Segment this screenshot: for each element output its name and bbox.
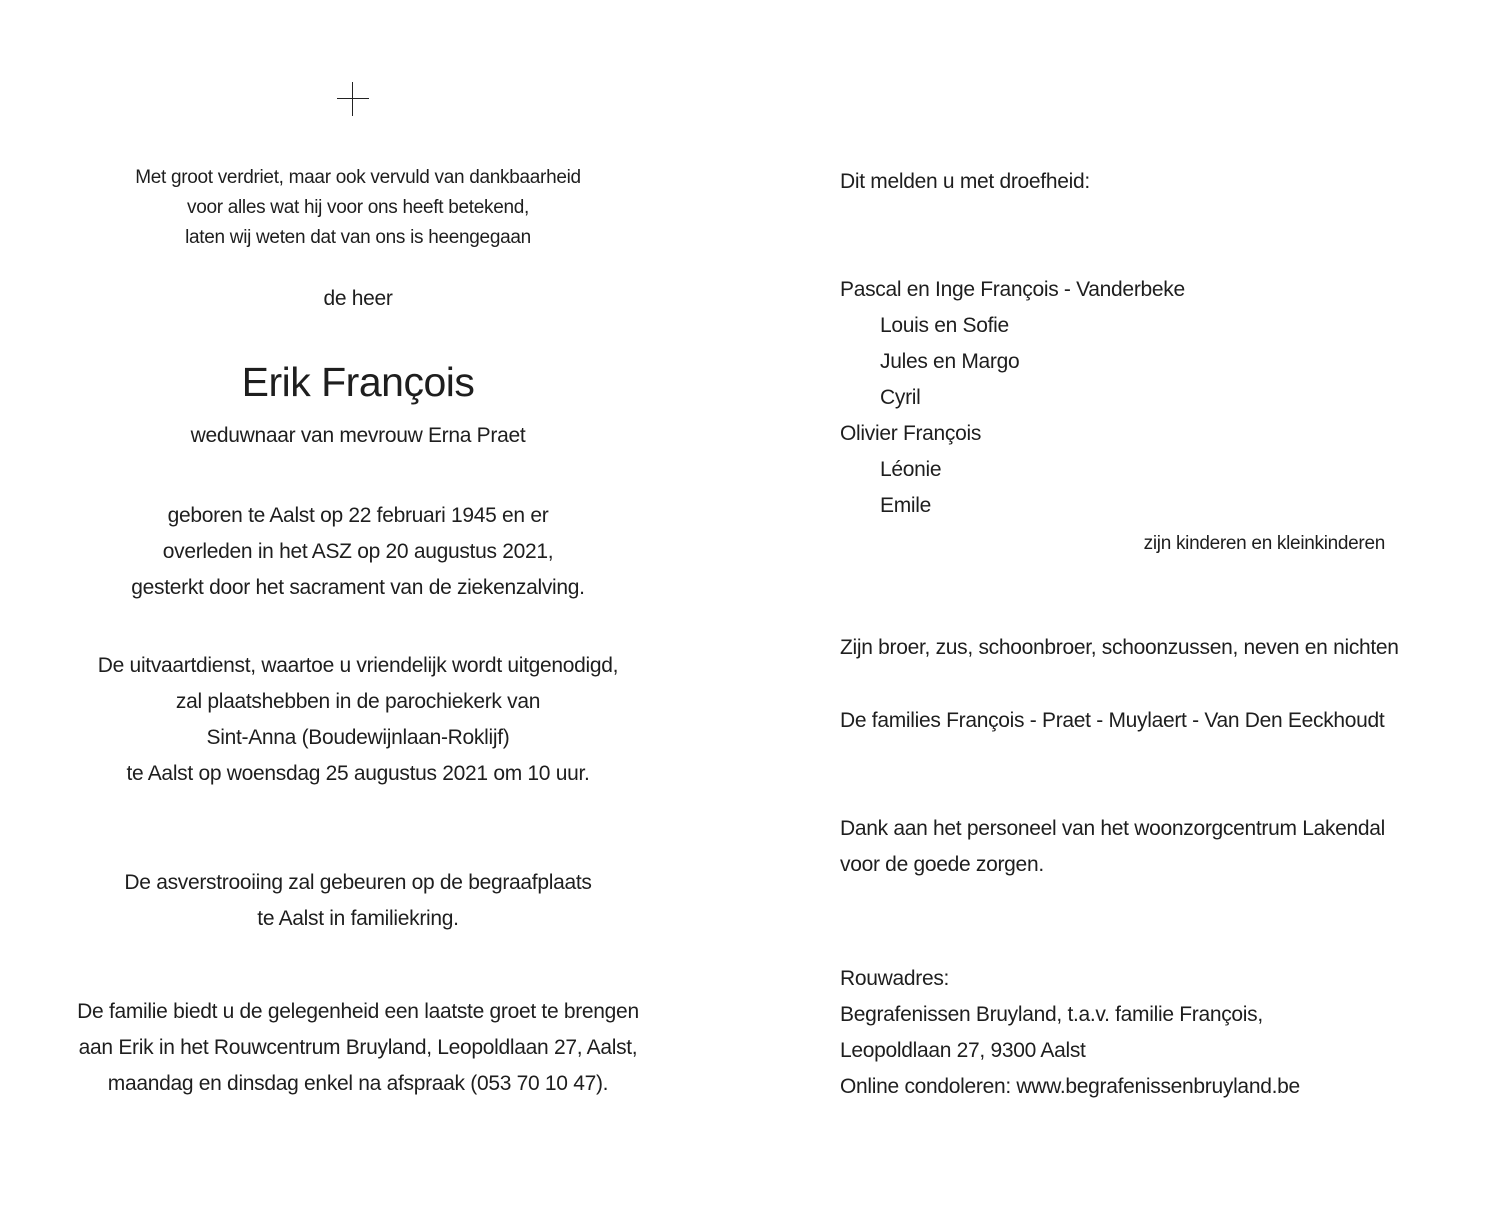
- intro-line: voor alles wat hij voor ons heeft betekend,: [187, 197, 529, 218]
- thanks-line: Dank aan het personeel van het woonzorgcentrum Lakendal: [840, 817, 1386, 840]
- intro-text: [0, 163, 716, 253]
- intro-line: Met groot verdriet, maar ook vervuld van dankbaarheid: [135, 167, 581, 188]
- family-member: Jules en Margo: [880, 350, 1020, 373]
- address-line: Begrafenissen Bruyland, t.a.v. familie François,: [840, 1003, 1263, 1026]
- visit-line: De familie biedt u de gelegenheid een laatste groet te brengen: [77, 1000, 639, 1023]
- family-member: Louis en Sofie: [880, 314, 1009, 337]
- intro-line: laten wij weten dat van ons is heengegaan: [185, 227, 531, 248]
- birth-death-text: [0, 498, 716, 606]
- funeral-line: Sint-Anna (Boudewijnlaan-Roklijf): [206, 726, 510, 749]
- birth-death-line: geboren te Aalst op 22 februari 1945 en er: [167, 504, 549, 527]
- funeral-text: [0, 648, 716, 792]
- thanks-line: voor de goede zorgen.: [840, 853, 1044, 876]
- address-heading: Rouwadres:: [840, 967, 950, 990]
- address-line: Leopoldlaan 27, 9300 Aalst: [840, 1039, 1086, 1062]
- ashes-line: te Aalst in familiekring.: [257, 907, 459, 930]
- family-member: Olivier François: [840, 422, 982, 445]
- funeral-line: te Aalst op woensdag 25 augustus 2021 om 10 uur.: [126, 762, 590, 785]
- spouse-line: weduwnaar van mevrouw Erna Praet: [190, 424, 526, 447]
- ashes-text: [0, 865, 716, 937]
- family-member: Cyril: [880, 386, 921, 409]
- families-text: De families François - Praet - Muylaert - Van Den Eeckhoudt: [840, 709, 1385, 732]
- birth-death-line: gesterkt door het sacrament van de ziekenzalving.: [131, 576, 585, 599]
- family-member: Pascal en Inge François - Vanderbeke: [840, 278, 1185, 301]
- family-member: Emile: [880, 494, 932, 517]
- left-column: [0, 0, 716, 1214]
- cross-icon: [337, 82, 369, 116]
- family-caption: zijn kinderen en kleinkinderen: [1143, 533, 1385, 554]
- birth-death-line: overleden in het ASZ op 20 augustus 2021,: [162, 540, 554, 563]
- announce-text: Dit melden u met droefheid:: [840, 170, 1090, 193]
- visit-line: maandag en dinsdag enkel na afspraak (053 70 10 47).: [107, 1072, 609, 1095]
- title-prefix: de heer: [323, 287, 393, 310]
- relatives-text: Zijn broer, zus, schoonbroer, schoonzussen, neven en nichten: [840, 636, 1399, 659]
- funeral-line: zal plaatshebben in de parochiekerk van: [175, 690, 541, 713]
- visit-line: aan Erik in het Rouwcentrum Bruyland, Leopoldlaan 27, Aalst,: [78, 1036, 638, 1059]
- ashes-line: De asverstrooiing zal gebeuren op de begraafplaats: [124, 871, 592, 894]
- deceased-name: Erik François: [241, 359, 475, 405]
- funeral-line: De uitvaartdienst, waartoe u vriendelijk wordt uitgenodigd,: [97, 654, 619, 677]
- right-column: [840, 0, 1400, 1214]
- condolence-link[interactable]: Online condoleren: www.begrafenissenbruyland.be: [840, 1075, 1300, 1098]
- visit-text: [0, 994, 716, 1102]
- family-member: Léonie: [880, 458, 942, 481]
